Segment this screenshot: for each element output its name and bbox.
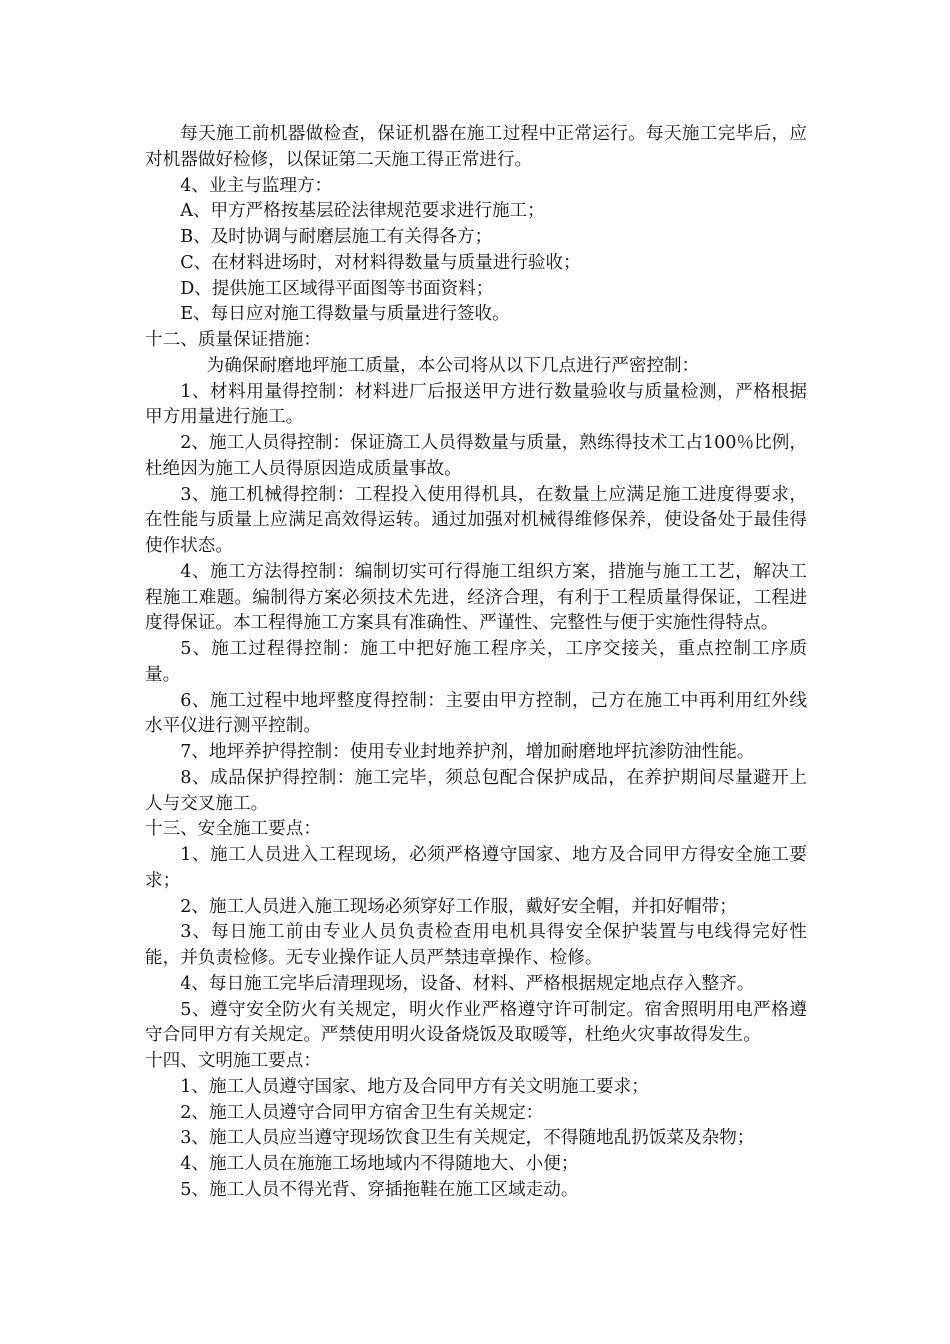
- paragraph-quality-4: 4、施工方法得控制：编制切实可行得施工组织方案，措施与施工工艺，解决工程施工难题。编制得方案必须技术先进，经济合理，有利于工程质量得保证，工程进度得保证。本工程得施工方案具有准确性、严谨性、完整性与便于实施性得特点。: [145, 561, 807, 634]
- paragraph-civilized-5: 5、施工人员不得光背、穿插拖鞋在施工区域走动。: [180, 1179, 579, 1200]
- paragraph-safety-1: 1、施工人员进入工程现场，必须严格遵守国家、地方及合同甲方得安全施工要求；: [145, 845, 807, 891]
- paragraph-item-c: C、在材料进场时，对材料得数量与质量进行验收；: [180, 252, 581, 273]
- paragraph-machine-check: 每天施工前机器做检查，保证机器在施工过程中正常运行。每天施工完毕后，应对机器做好检修，以保证第二天施工得正常进行。: [145, 124, 807, 170]
- paragraph-quality-5: 5、施工过程得控制：施工中把好施工程序关，工序交接关，重点控制工序质量。: [145, 639, 807, 685]
- paragraph-quality-7: 7、地坪养护得控制：使用专业封地养护剂，增加耐磨地坪抗渗防油性能。: [180, 742, 755, 762]
- paragraph-quality-3: 3、施工机械得控制：工程投入使用得机具，在数量上应满足施工进度得要求，在性能与质量上应满足高效得运转。通过加强对机械得维修保养，使设备处于最佳得使作状态。: [145, 484, 807, 556]
- paragraph-item-d: D、提供施工区域得平面图等书面资料；: [180, 278, 494, 299]
- document-page: [145, 122, 807, 1204]
- paragraph-safety-5: 5、遵守安全防火有关规定，明火作业严格遵守许可制定。宿舍照明用电严格遵守合同甲方有关规定。严禁使用明火设备烧饭及取暖等，杜绝火灾事故得发生。: [145, 999, 807, 1046]
- section-heading-quality: 十二、质量保证措施：: [145, 330, 321, 350]
- section-heading-civilized: 十四、文明施工要点：: [145, 1051, 321, 1071]
- paragraph-item-b: B、及时协调与耐磨层施工有关得各方；: [180, 227, 493, 247]
- paragraph-safety-3: 3、每日施工前由专业人员负责检查用电机具得安全保护装置与电线得完好性能，并负责检修。无专业操作证人员严禁违章操作、检修。: [145, 922, 807, 968]
- paragraph-quality-2: 2、施工人员得控制：保证旖工人员得数量与质量，熟练得技术工占100％比例，杜绝因为施工人员得原因造成质量事故。: [145, 433, 807, 479]
- paragraph-safety-4: 4、每日施工完毕后清理现场，设备、材料、严格根据规定地点存入整齐。: [180, 973, 755, 994]
- paragraph-quality-1: 1、材料用量得控制：材料进厂后报送甲方进行数量验收与质量检测，严格根据甲方用量进行施工。: [145, 381, 807, 428]
- paragraph-item-a: A、甲方严格按基层砼法律规范要求进行施工；: [180, 201, 545, 222]
- paragraph-civilized-2: 2、施工人员遵守合同甲方宿舍卫生有关规定：: [180, 1102, 544, 1123]
- paragraph-quality-8: 8、成品保护得控制：施工完毕，须总包配合保护成品，在养护期间尽量避开上人与交叉施工。: [145, 767, 807, 814]
- paragraph-owner-supervisor-heading: 4、业主与监理方：: [180, 175, 333, 196]
- paragraph-quality-6: 6、施工过程中地坪整度得控制：主要由甲方控制，己方在施工中再利用红外线水平仪进行测平控制。: [145, 690, 807, 737]
- paragraph-safety-2: 2、施工人员进入施工现场必须穿好工作服，戴好安全帽，并扣好帽带；: [180, 896, 737, 917]
- paragraph-civilized-1: 1、施工人员遵守国家、地方及合同甲方有关文明施工要求；: [180, 1076, 649, 1097]
- section-heading-safety: 十三、安全施工要点：: [145, 819, 321, 840]
- paragraph-civilized-3: 3、施工人员应当遵守现场饮食卫生有关规定，不得随地乱扔饭菜及杂物；: [180, 1128, 755, 1149]
- paragraph-quality-intro: 为确保耐磨地坪施工质量，本公司将从以下几点进行严密控制：: [206, 355, 700, 376]
- paragraph-item-e: E、每日应对施工得数量与质量进行签收。: [180, 304, 510, 325]
- paragraph-civilized-4: 4、施工人员在施施工场地域内不得随地大、小便；: [180, 1154, 579, 1174]
